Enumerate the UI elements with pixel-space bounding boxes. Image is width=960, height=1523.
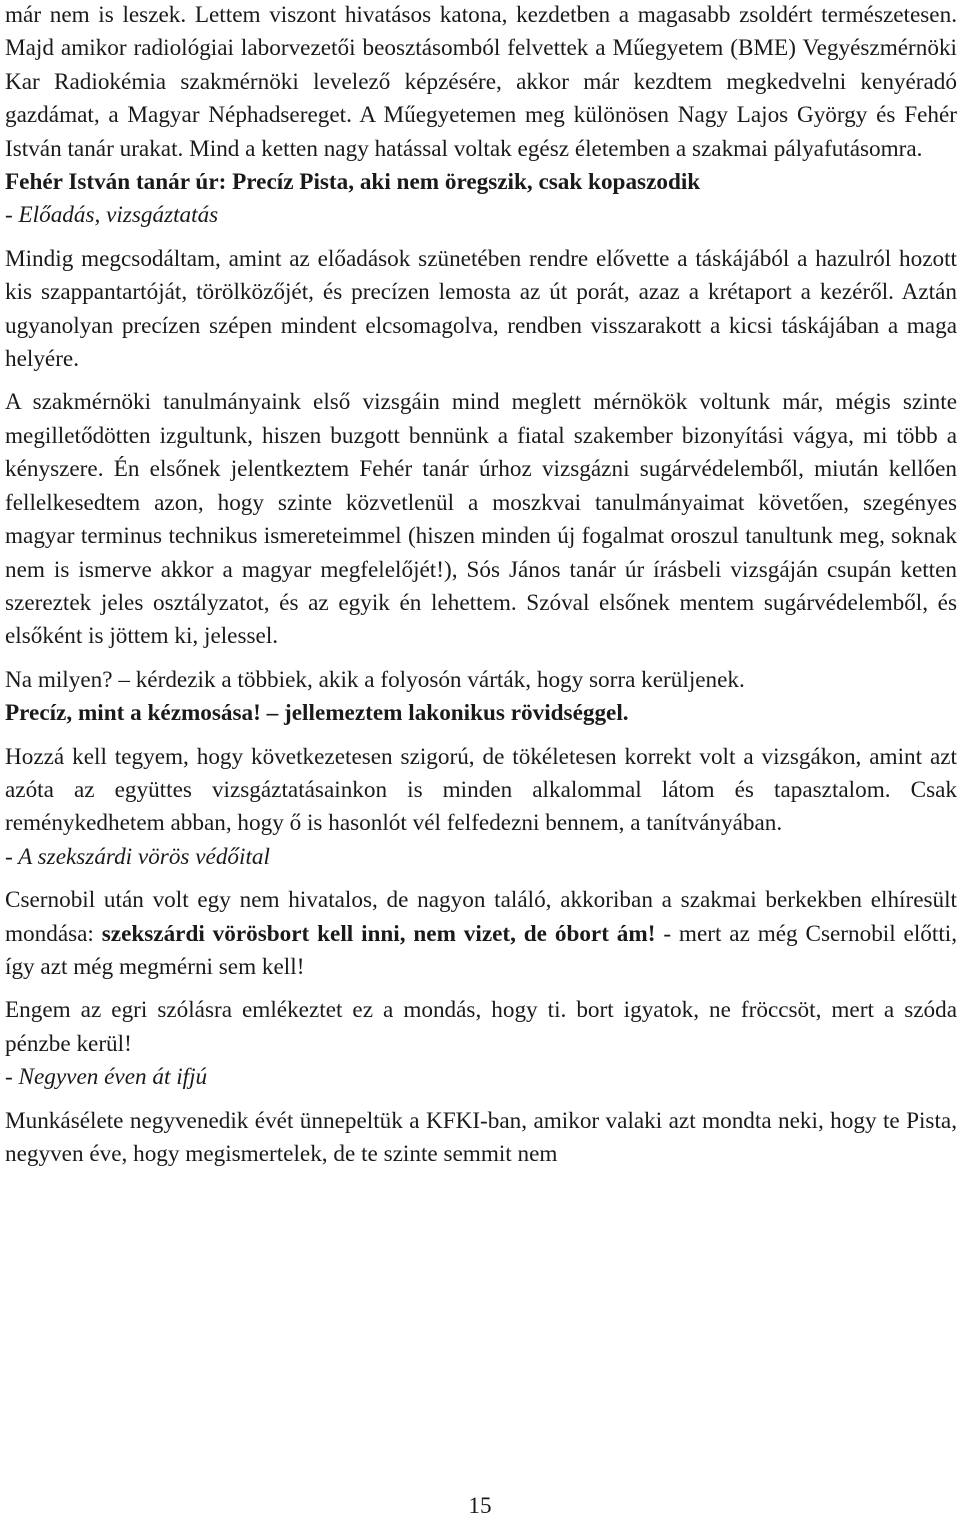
chernobyl-saying: szekszárdi vörösbort kell inni, nem vizet, de óbort ám!: [101, 920, 656, 947]
paragraph-strict: Hozzá kell tegyem, hogy következetesen szigorú, de tökéletesen korrekt volt a vizsgákon, amint azt azóta az együttes vizsgáztatásainkon is minden alkalommal látom és tapasztalom. Csak reménykedhetem abban, hogy ő is hasonlót vél felfedezni bennem, a tanítványában.: [5, 743, 957, 837]
chernobyl-text-end: - mert az még Csernobil előtti, így azt még megmérni sem kell!: [5, 920, 958, 980]
paragraph-kfki: Munkásélete negyvenedik évét ünnepeltük a KFKI-ban, amikor valaki azt mondta neki, hogy te Pista, negyven éve, hogy megismertelek, de te szinte semmit nem: [5, 1107, 957, 1167]
paragraph-eger: Engem az egri szólásra emlékeztet ez a mondás, hogy ti. bort igyatok, ne fröccsöt, mert a szóda pénzbe kerül!: [5, 997, 957, 1057]
chernobyl-text-start: Csernobil után volt egy nem hivatalos, de nagyon találó, akkoriban a szakmai berkekben elhíresült mondása:: [5, 887, 957, 947]
subheading-lecture: - Előadás, vizsgáztatás: [5, 202, 219, 229]
subheading-wine: - A szekszárdi vörös védőital: [5, 843, 270, 870]
paragraph-question: Na milyen? – kérdezik a többiek, akik a folyosón várták, hogy sorra kerüljenek.: [5, 666, 745, 693]
paragraph-answer: Precíz, mint a kézmosása! – jellemeztem lakonikus rövidséggel.: [5, 700, 629, 727]
section-heading: Fehér István tanár úr: Precíz Pista, aki nem öregszik, csak kopaszodik: [5, 169, 701, 196]
paragraph-exams: A szakmérnöki tanulmányaink első vizsgáin mind meglett mérnökök voltunk már, mégis szinte megilletődötten izgultunk, hiszen buzgott bennünk a fiatal szakember bizonyítási vágya, mi több a kényszere. Én elsőnek jelentkeztem Fehér tanár úrhoz vizsgázni sugárvédelemből, miután kellően fellelkesedtem azon, hogy szinte közvetlenül a moszkvai tanulmányaimat követően, szegényes magyar terminus technikus ismereteimmel (hiszen minden új fogalmat oroszul tanultunk meg, soknak nem is ismerve akkor a magyar megfelelőjét!), Sós János tanár úr írásbeli vizsgáján csupán ketten szereztek jeles osztályzatot, és az egyik én lehettem. Szóval elsőnek mentem sugárvédelemből, és elsőként is jöttem ki, jelessel.: [5, 389, 957, 650]
subheading-forty-years: - Negyven éven át ifjú: [5, 1064, 208, 1091]
page-number: 15: [468, 1493, 492, 1519]
paragraph-handwash: Mindig megcsodáltam, amint az előadások szünetében rendre elővette a táskájából a hazulról hozott kis szappantartóját, törölközőjét, és precízen lemosta az út porát, azaz a krétaport a kezéről. Aztán ugyanolyan precízen szépen mindent elcsomagolva, rendben visszarakott a kicsi táskájában a maga helyére.: [5, 245, 957, 373]
document-page: [5, 0, 957, 1171]
paragraph-chernobyl: [5, 884, 957, 984]
paragraph-intro: már nem is leszek. Lettem viszont hivatásos katona, kezdetben a magasabb zsoldért természetesen. Majd amikor radiológiai laborvezetői beosztásomból felvettek a Műegyetem (BME) Vegyészmérnöki Kar Radiokémia szakmérnöki levelező képzésére, akkor már kezdtem megkedvelni kenyéradó gazdámat, a Magyar Néphadsereget. A Műegyetemen meg különösen Nagy Lajos György és Fehér István tanár urakat. Mind a ketten nagy hatással voltak egész életemben a szakmai pályafutásomra.: [5, 2, 957, 162]
